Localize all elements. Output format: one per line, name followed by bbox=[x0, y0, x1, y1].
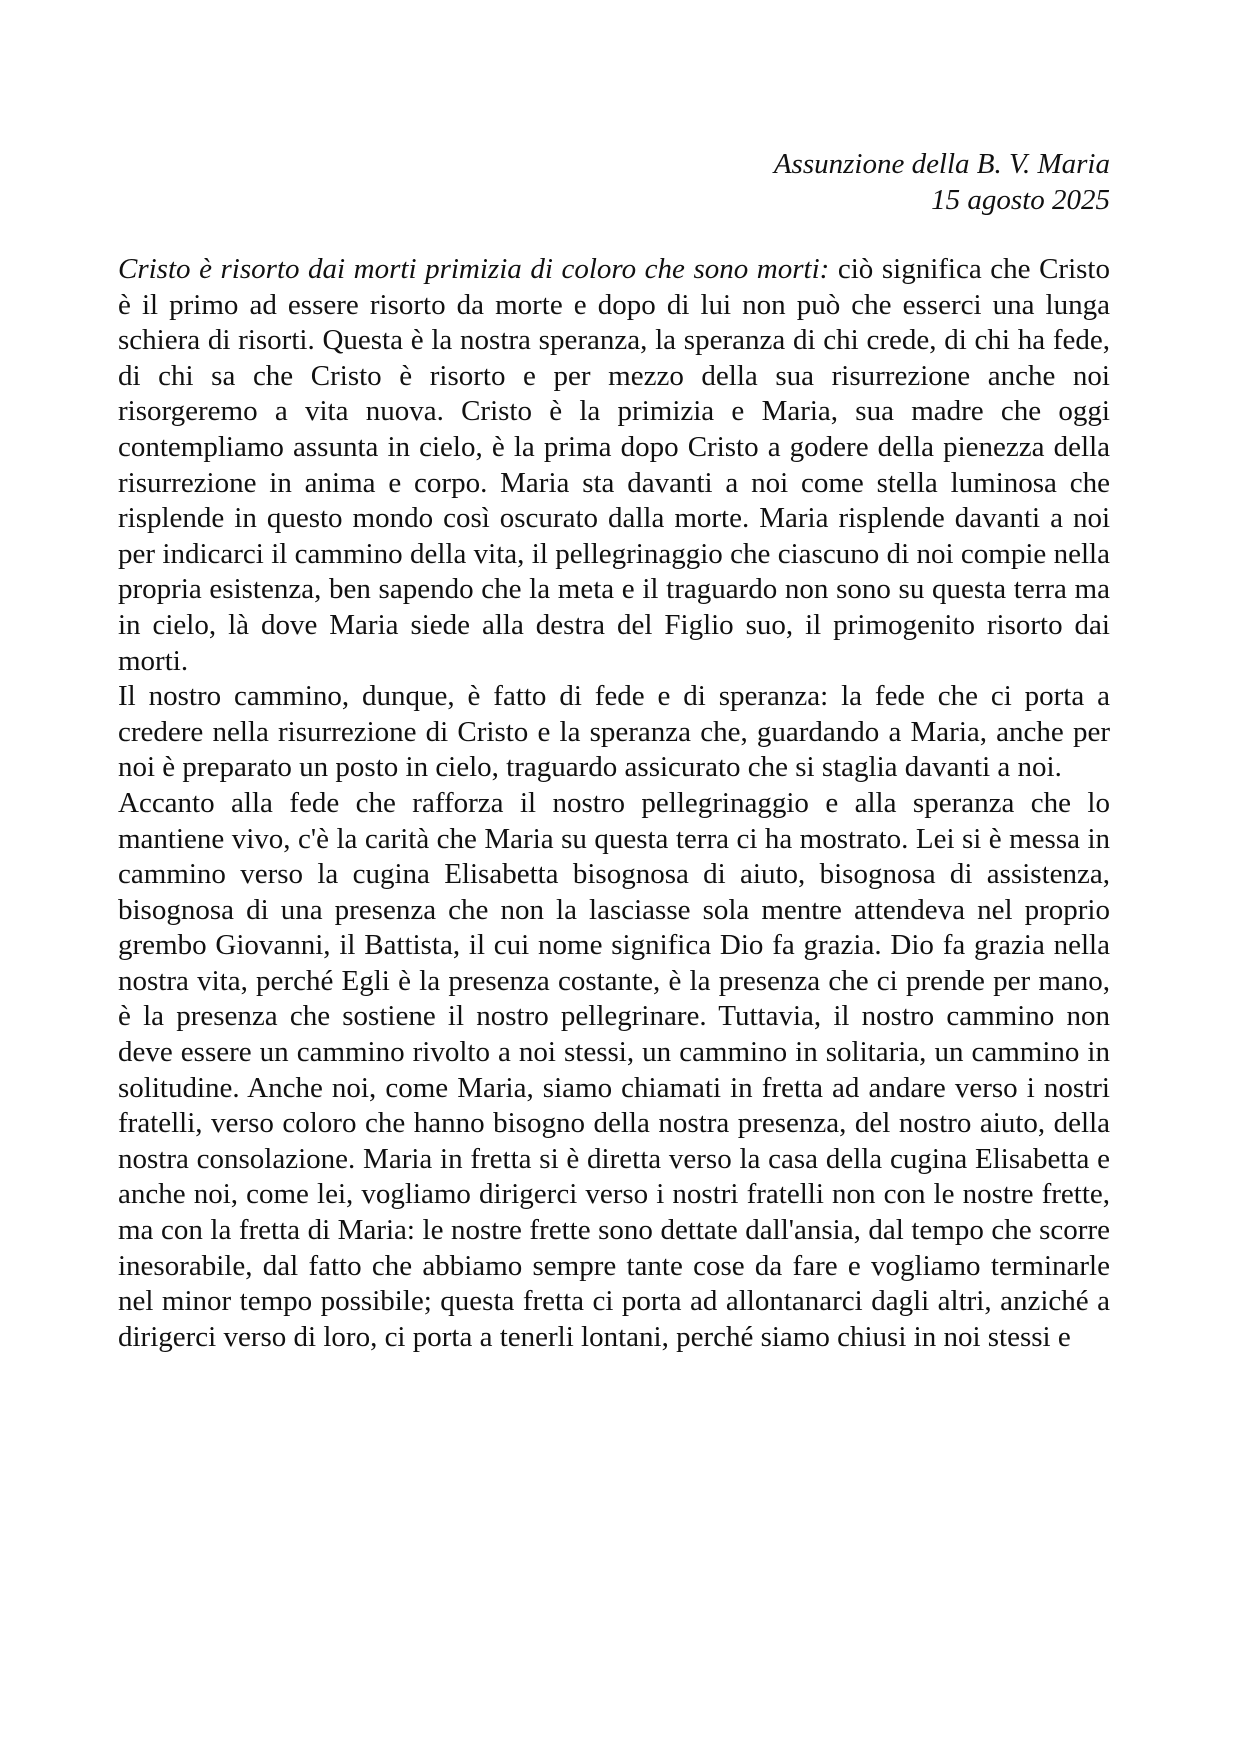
feast-title: Assunzione della B. V. Maria bbox=[773, 148, 1110, 180]
paragraph-text: Accanto alla fede che rafforza il nostro pellegrinaggio e alla speranza che lo mantiene vivo, c'è la carità che Maria su questa terra ci ha mostrato. Lei si è messa in cammino verso la cugina Elisabetta bisognosa di aiuto, bisognosa di assistenza, bisognosa di una presenza che non la lasciasse sola mentre attendeva nel proprio grembo Giovanni, il Battista, il cui nome significa Dio fa grazia. Dio fa grazia nella nostra vita, perché Egli è la presenza costante, è la presenza che ci prende per mano, è la presenza che sostiene il nostro pellegrinare. Tuttavia, il nostro cammino non deve essere un cammino rivolto a noi stessi, un cammino in solitaria, un cammino in solitudine. Anche noi, come Maria, siamo chiamati in fretta ad andare verso i nostri fratelli, verso coloro che hanno bisogno della nostra presenza, del nostro aiuto, della nostra consolazione. Maria in fretta si è diretta verso la casa della cugina Elisabetta e anche noi, come lei, vogliamo dirigerci verso i nostri fratelli non con le nostre frette, ma con la fretta di Maria: le nostre frette sono dettate dall'ansia, dal tempo che scorre inesorabile, dal fatto che abbiamo sempre tante cose da fare e vogliamo terminarle nel minor tempo possibile; questa fretta ci porta ad allontanarci dagli altri, anziché a dirigerci verso di loro, ci porta a tenerli lontani, perché siamo chiusi in noi stessi e bbox=[118, 786, 1110, 1353]
document-header bbox=[774, 146, 1110, 218]
paragraph-2 bbox=[118, 679, 1110, 786]
document-body bbox=[118, 252, 1110, 1355]
feast-date: 15 agosto 2025 bbox=[931, 184, 1110, 216]
scripture-quote: Cristo è risorto dai morti primizia di coloro che sono morti: bbox=[118, 253, 830, 285]
paragraph-3 bbox=[118, 786, 1110, 1356]
paragraph-text: ciò significa che Cristo è il primo ad essere risorto da morte e dopo di lui non può che esserci una lunga schiera di risorti. Questa è la nostra speranza, la speranza di chi crede, di chi ha fede, di chi sa che Cristo è risorto e per mezzo della sua risurrezione anche noi risorgeremo a vita nuova. Cristo è la primizia e Maria, sua madre che oggi contempliamo assunta in cielo, è la prima dopo Cristo a godere della pienezza della risurrezione in anima e corpo. Maria sta davanti a noi come stella luminosa che risplende in questo mondo così oscurato dalla morte. Maria risplende davanti a noi per indicarci il cammino della vita, il pellegrinaggio che ciascuno di noi compie nella propria esistenza, ben sapendo che la meta e il traguardo non sono su questa terra ma in cielo, là dove Maria siede alla destra del Figlio suo, il primogenito risorto dai morti. bbox=[118, 253, 1110, 677]
paragraph-text: Il nostro cammino, dunque, è fatto di fede e di speranza: la fede che ci porta a credere nella risurrezione di Cristo e la speranza che, guardando a Maria, anche per noi è preparato un posto in cielo, traguardo assicurato che si staglia davanti a noi. bbox=[118, 680, 1110, 784]
paragraph-1 bbox=[118, 252, 1110, 679]
